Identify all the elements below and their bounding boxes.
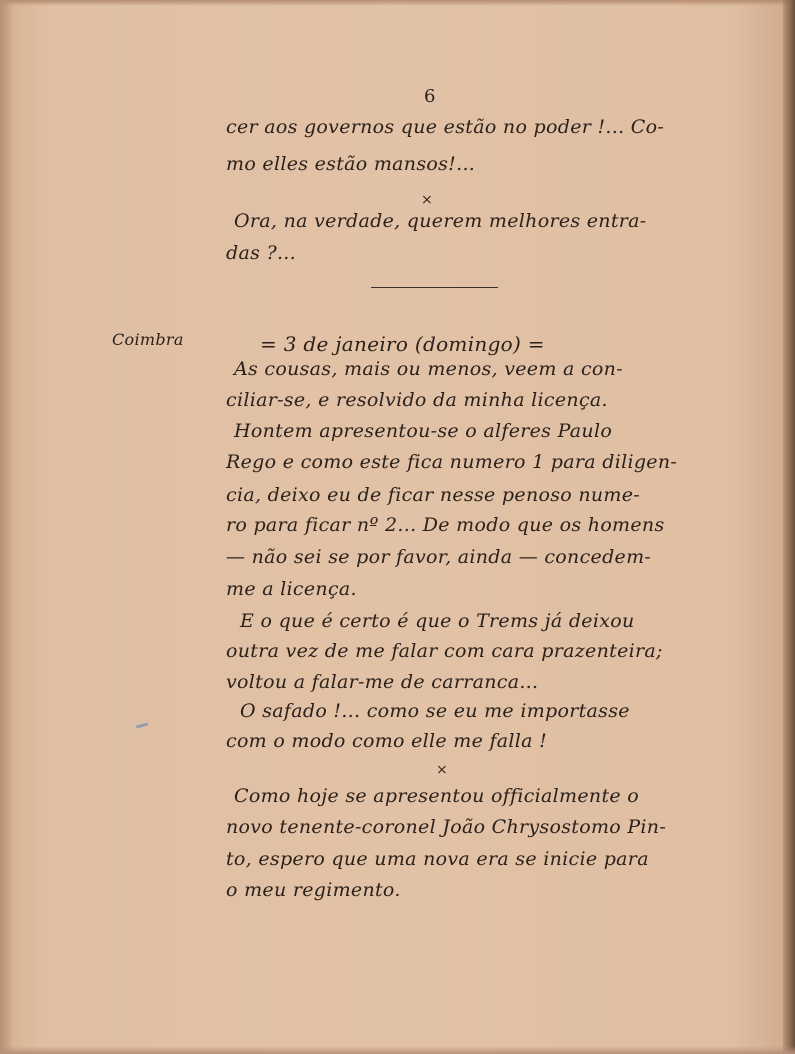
text-line: cer aos governos que estão no poder !... Co-	[226, 116, 665, 138]
text-line: Ora, na verdade, querem melhores entra-	[234, 210, 647, 232]
entry-line: o meu regimento.	[226, 879, 401, 901]
entry-line: Como hoje se apresentou officialmente o	[234, 785, 640, 807]
entry-line: cia, deixo eu de ficar nesse penoso nume-	[226, 484, 640, 506]
entry-line: outra vez de me falar com cara prazenteira;	[226, 640, 663, 662]
entry-line: to, espero que uma nova era se inicie para	[226, 848, 649, 870]
entry-line: novo tenente-coronel João Chrysostomo Pin-	[226, 816, 667, 838]
separator-mark: ×	[436, 762, 449, 778]
entry-line: As cousas, mais ou menos, veem a con-	[234, 358, 623, 380]
page-top-edge	[0, 0, 795, 6]
entry-line: ciliar-se, e resolvido da minha licença.	[226, 389, 608, 411]
section-divider	[371, 287, 498, 288]
entry-line: voltou a falar-me de carranca...	[226, 671, 539, 693]
entry-line: me a licença.	[226, 578, 357, 600]
entry-line: Hontem apresentou-se o alferes Paulo	[234, 420, 613, 442]
text-line: das ?...	[226, 242, 296, 264]
entry-date: = 3 de janeiro (domingo) =	[260, 332, 545, 356]
entry-line: O safado !... como se eu me importasse	[240, 700, 630, 722]
entry-line: — não sei se por favor, ainda — concedem-	[226, 546, 652, 568]
page-left-shadow	[0, 0, 14, 1054]
entry-line: Rego e como este fica numero 1 para diligen-	[226, 451, 678, 473]
page-right-edge	[783, 0, 795, 1054]
text-line: mo elles estão mansos!...	[226, 153, 476, 175]
separator-mark: ×	[421, 192, 434, 208]
entry-place: Coimbra	[112, 330, 184, 349]
entry-line: E o que é certo é que o Trems já deixou	[240, 610, 635, 632]
entry-line: com o modo como elle me falla !	[226, 730, 548, 752]
ink-speck	[136, 722, 148, 728]
page-bottom-edge	[0, 1046, 795, 1054]
entry-line: ro para ficar nº 2... De modo que os homens	[226, 514, 665, 536]
page-number: 6	[424, 86, 436, 107]
